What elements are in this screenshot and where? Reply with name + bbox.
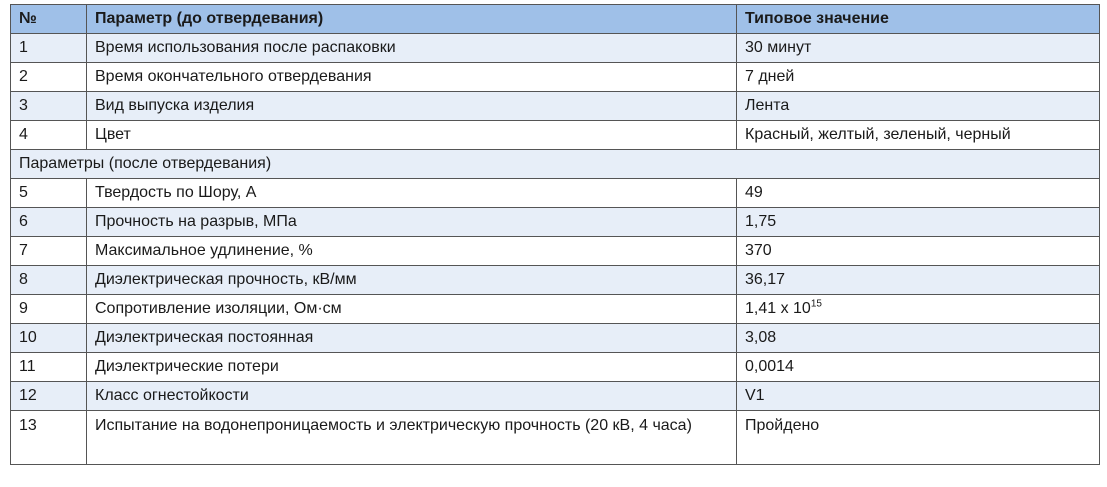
cell-param: Прочность на разрыв, МПа	[87, 208, 737, 237]
cell-param: Испытание на водонепроницаемость и электрическую прочность (20 кВ, 4 часа)	[87, 411, 737, 465]
header-value: Типовое значение	[737, 5, 1100, 34]
cell-num: 3	[11, 92, 87, 121]
header-row	[11, 5, 1100, 34]
cell-param: Время окончательного отвердевания	[87, 63, 737, 92]
table-row	[11, 382, 1100, 411]
cell-value: 3,08	[737, 324, 1100, 353]
header-num: №	[11, 5, 87, 34]
cell-value: Лента	[737, 92, 1100, 121]
spec-table-container	[10, 4, 1099, 465]
table-row	[11, 266, 1100, 295]
table-row	[11, 411, 1100, 465]
table-row	[11, 295, 1100, 324]
cell-value	[737, 295, 1100, 324]
cell-value: Пройдено	[737, 411, 1100, 465]
cell-param: Время использования после распаковки	[87, 34, 737, 63]
cell-num: 6	[11, 208, 87, 237]
header-param: Параметр (до отвердевания)	[87, 5, 737, 34]
table-row	[11, 92, 1100, 121]
cell-param: Сопротивление изоляции, Ом·см	[87, 295, 737, 324]
cell-num: 10	[11, 324, 87, 353]
cell-num: 9	[11, 295, 87, 324]
cell-num: 5	[11, 179, 87, 208]
table-header	[11, 5, 1100, 34]
table-row	[11, 208, 1100, 237]
cell-num: 8	[11, 266, 87, 295]
cell-num: 2	[11, 63, 87, 92]
value-exponent: 15	[810, 298, 822, 310]
cell-param: Диэлектрическая постоянная	[87, 324, 737, 353]
cell-num: 12	[11, 382, 87, 411]
cell-num: 7	[11, 237, 87, 266]
cell-value: 49	[737, 179, 1100, 208]
spec-table	[10, 4, 1100, 465]
cell-value: 1,75	[737, 208, 1100, 237]
value-mantissa: 1,41 x 10	[745, 300, 811, 317]
cell-param: Максимальное удлинение, %	[87, 237, 737, 266]
cell-param: Цвет	[87, 121, 737, 150]
cell-param: Твердость по Шору, А	[87, 179, 737, 208]
cell-num: 1	[11, 34, 87, 63]
cell-value: Красный, желтый, зеленый, черный	[737, 121, 1100, 150]
cell-param: Диэлектрическая прочность, кВ/мм	[87, 266, 737, 295]
table-row	[11, 237, 1100, 266]
cell-value: 0,0014	[737, 353, 1100, 382]
table-row	[11, 34, 1100, 63]
table-body	[11, 34, 1100, 465]
cell-value: 370	[737, 237, 1100, 266]
cell-num: 13	[11, 411, 87, 465]
table-row	[11, 179, 1100, 208]
cell-param: Диэлектрические потери	[87, 353, 737, 382]
cell-value: 7 дней	[737, 63, 1100, 92]
table-row	[11, 63, 1100, 92]
cell-num: 11	[11, 353, 87, 382]
cell-num: 4	[11, 121, 87, 150]
section-row	[11, 150, 1100, 179]
cell-value: V1	[737, 382, 1100, 411]
cell-param: Класс огнестойкости	[87, 382, 737, 411]
cell-param: Вид выпуска изделия	[87, 92, 737, 121]
section-title: Параметры (после отвердевания)	[11, 150, 1100, 179]
cell-value: 30 минут	[737, 34, 1100, 63]
table-row	[11, 353, 1100, 382]
table-row	[11, 324, 1100, 353]
cell-value: 36,17	[737, 266, 1100, 295]
table-row	[11, 121, 1100, 150]
